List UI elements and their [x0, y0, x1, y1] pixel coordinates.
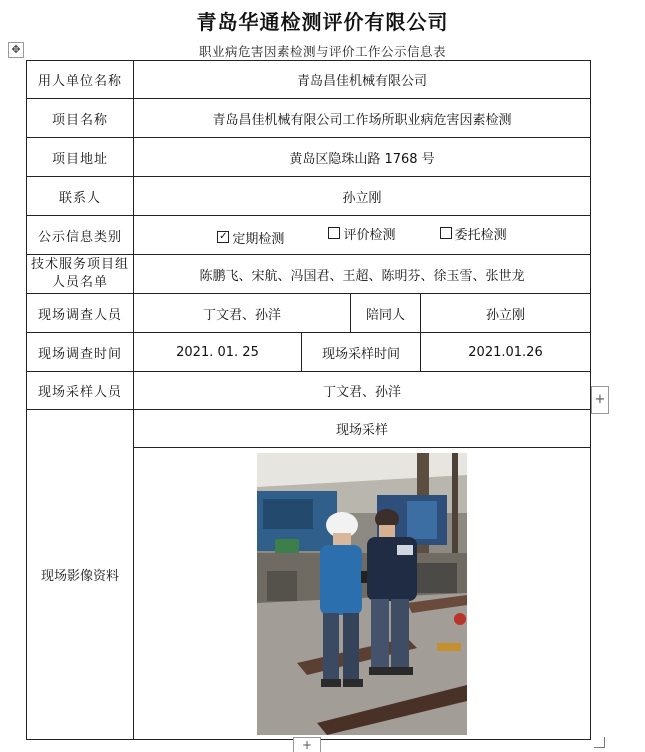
employer-label: 用人单位名称 — [27, 61, 134, 99]
project-address-value[interactable]: 黄岛区隐珠山路 1768 号 — [134, 138, 591, 177]
survey-time-value[interactable]: 2021. 01. 25 — [134, 333, 302, 372]
project-address-label: 项目地址 — [27, 138, 134, 177]
disclosure-info-table — [26, 60, 591, 740]
image-section-label: 现场影像资料 — [27, 410, 134, 740]
category-option-commissioned[interactable] — [440, 224, 507, 243]
survey-time-label: 现场调查时间 — [27, 333, 134, 372]
employer-value[interactable]: 青岛昌佳机械有限公司 — [134, 61, 591, 99]
project-name-value[interactable]: 青岛昌佳机械有限公司工作场所职业病危害因素检测 — [134, 99, 591, 138]
sampling-staff-value[interactable]: 丁文君、孙洋 — [134, 372, 591, 410]
checkbox-unchecked-icon[interactable] — [440, 227, 452, 239]
checkbox-unchecked-icon[interactable] — [328, 227, 340, 239]
category-option-evaluation[interactable] — [328, 224, 395, 243]
image-cell — [134, 448, 591, 740]
project-name-label: 项目名称 — [27, 99, 134, 138]
category-option-label: 委托检测 — [454, 227, 507, 243]
category-option-label: 评价检测 — [343, 227, 396, 243]
company-title: 青岛华通检测评价有限公司 — [196, 10, 449, 34]
form-subtitle: 职业病危害因素检测与评价工作公示信息表 — [198, 44, 446, 59]
escort-value[interactable]: 孙立刚 — [421, 294, 591, 333]
category-label: 公示信息类别 — [27, 216, 134, 255]
contact-value[interactable]: 孙立刚 — [134, 177, 591, 216]
team-value[interactable]: 陈鹏飞、宋航、冯国君、王超、陈明芬、徐玉雪、张世龙 — [134, 255, 591, 294]
escort-label: 陪同人 — [351, 294, 421, 333]
sampling-time-value[interactable]: 2021.01.26 — [421, 333, 591, 372]
sampling-site-photo[interactable] — [257, 453, 467, 735]
survey-staff-value[interactable]: 丁文君、孙洋 — [134, 294, 351, 333]
sampling-staff-label: 现场采样人员 — [27, 372, 134, 410]
checkbox-checked-icon[interactable]: ✓ — [219, 231, 228, 242]
table-move-handle-icon[interactable]: ✥ — [8, 42, 24, 58]
team-label: 技术服务项目组人员名单 — [27, 255, 134, 294]
category-options — [134, 216, 591, 255]
add-row-plus-icon[interactable]: + — [293, 737, 321, 752]
category-option-label: 定期检测 — [232, 231, 285, 247]
table-resize-handle-icon[interactable] — [594, 737, 605, 748]
contact-label: 联系人 — [27, 177, 134, 216]
category-option-periodic[interactable] — [217, 228, 284, 247]
image-caption: 现场采样 — [134, 410, 591, 448]
sampling-time-label: 现场采样时间 — [302, 333, 421, 372]
survey-staff-label: 现场调查人员 — [27, 294, 134, 333]
add-column-plus-icon[interactable]: + — [591, 386, 609, 414]
